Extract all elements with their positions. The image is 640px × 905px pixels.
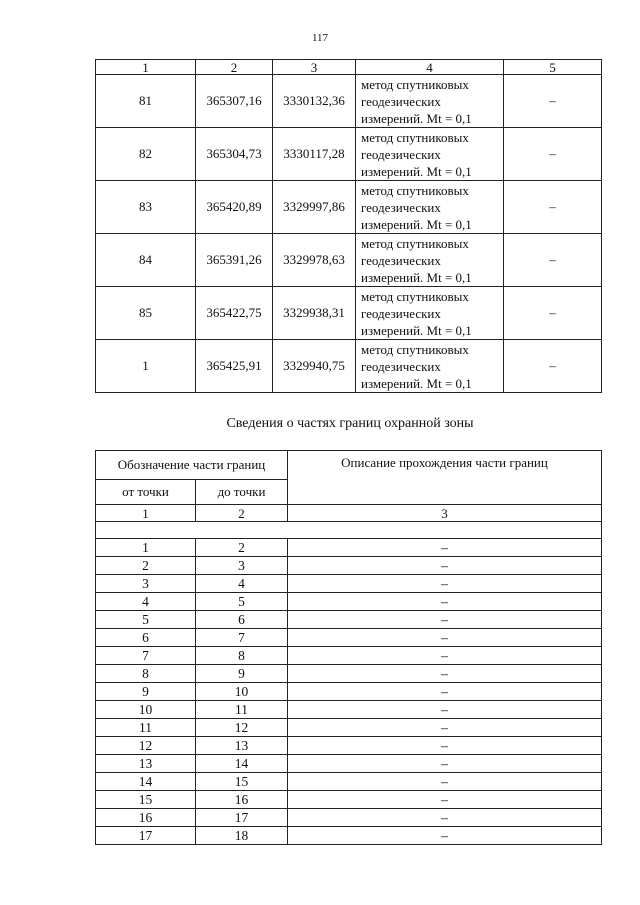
- boundary-part-row: [96, 737, 602, 755]
- method-cell: [356, 287, 504, 340]
- note-cell: –: [504, 75, 602, 128]
- coordinates-row: [96, 234, 602, 287]
- boundary-part-row: [96, 593, 602, 611]
- description-cell: –: [288, 557, 602, 575]
- y-coordinate-cell: 3329940,75: [273, 340, 356, 393]
- method-line: геодезических: [361, 199, 441, 215]
- boundary-parts-table: [95, 450, 602, 845]
- note-cell: –: [504, 181, 602, 234]
- to-point-cell: 14: [196, 755, 288, 773]
- description-cell: –: [288, 791, 602, 809]
- method-line: метод спутниковых: [361, 341, 469, 357]
- to-point-cell: 8: [196, 647, 288, 665]
- y-coordinate-cell: 3329978,63: [273, 234, 356, 287]
- method-cell: [356, 340, 504, 393]
- parts-column-number: 2: [196, 505, 288, 522]
- method-line: измерений. Mt = 0,1: [361, 375, 472, 391]
- section-title: Сведения о частях границ охранной зоны: [226, 416, 474, 431]
- point-cell: 82: [96, 128, 196, 181]
- to-point-cell: 16: [196, 791, 288, 809]
- boundary-parts-table-body: [96, 451, 602, 845]
- boundary-part-row: [96, 719, 602, 737]
- from-point-cell: 13: [96, 755, 196, 773]
- boundary-part-row: [96, 755, 602, 773]
- method-cell: [356, 128, 504, 181]
- coord-header-cell: 2: [196, 60, 273, 75]
- parts-header-to: до точки: [196, 480, 288, 505]
- to-point-cell: 11: [196, 701, 288, 719]
- description-cell: –: [288, 647, 602, 665]
- method-line: геодезических: [361, 252, 441, 268]
- description-cell: –: [288, 575, 602, 593]
- note-cell: –: [504, 234, 602, 287]
- coord-header-cell: 3: [273, 60, 356, 75]
- parts-column-number: 1: [96, 505, 196, 522]
- from-point-cell: 15: [96, 791, 196, 809]
- description-cell: –: [288, 611, 602, 629]
- to-point-cell: 17: [196, 809, 288, 827]
- to-point-cell: 3: [196, 557, 288, 575]
- boundary-part-row: [96, 809, 602, 827]
- x-coordinate-cell: 365422,75: [196, 287, 273, 340]
- parts-column-numbers-row: [96, 505, 602, 522]
- from-point-cell: 7: [96, 647, 196, 665]
- method-cell: [356, 234, 504, 287]
- description-cell: –: [288, 629, 602, 647]
- boundary-part-row: [96, 539, 602, 557]
- from-point-cell: 12: [96, 737, 196, 755]
- from-point-cell: 6: [96, 629, 196, 647]
- to-point-cell: 9: [196, 665, 288, 683]
- from-point-cell: 11: [96, 719, 196, 737]
- method-line: метод спутниковых: [361, 235, 469, 251]
- point-cell: 83: [96, 181, 196, 234]
- parts-header-group: Обозначение части границ: [96, 451, 288, 480]
- boundary-part-row: [96, 611, 602, 629]
- description-cell: –: [288, 827, 602, 845]
- from-point-cell: 1: [96, 539, 196, 557]
- description-cell: –: [288, 665, 602, 683]
- boundary-part-row: [96, 665, 602, 683]
- parts-column-number: 3: [288, 505, 602, 522]
- description-cell: –: [288, 593, 602, 611]
- parts-spacer-row: [96, 522, 602, 539]
- method-line: метод спутниковых: [361, 288, 469, 304]
- boundary-part-row: [96, 557, 602, 575]
- to-point-cell: 12: [196, 719, 288, 737]
- from-point-cell: 14: [96, 773, 196, 791]
- to-point-cell: 6: [196, 611, 288, 629]
- method-line: измерений. Mt = 0,1: [361, 110, 472, 126]
- boundary-part-row: [96, 791, 602, 809]
- to-point-cell: 2: [196, 539, 288, 557]
- x-coordinate-cell: 365307,16: [196, 75, 273, 128]
- point-cell: 81: [96, 75, 196, 128]
- coordinates-table-body: [96, 60, 602, 393]
- method-line: измерений. Mt = 0,1: [361, 216, 472, 232]
- from-point-cell: 10: [96, 701, 196, 719]
- coord-header-cell: 5: [504, 60, 602, 75]
- method-line: геодезических: [361, 358, 441, 374]
- method-line: геодезических: [361, 146, 441, 162]
- x-coordinate-cell: 365420,89: [196, 181, 273, 234]
- from-point-cell: 17: [96, 827, 196, 845]
- note-cell: –: [504, 128, 602, 181]
- coordinates-table: [95, 59, 602, 393]
- from-point-cell: 16: [96, 809, 196, 827]
- from-point-cell: 3: [96, 575, 196, 593]
- from-point-cell: 4: [96, 593, 196, 611]
- to-point-cell: 5: [196, 593, 288, 611]
- to-point-cell: 15: [196, 773, 288, 791]
- method-line: метод спутниковых: [361, 182, 469, 198]
- coordinates-row: [96, 128, 602, 181]
- to-point-cell: 13: [196, 737, 288, 755]
- boundary-part-row: [96, 647, 602, 665]
- from-point-cell: 5: [96, 611, 196, 629]
- coordinates-row: [96, 181, 602, 234]
- boundary-part-row: [96, 773, 602, 791]
- description-cell: –: [288, 719, 602, 737]
- method-line: геодезических: [361, 93, 441, 109]
- coordinates-row: [96, 340, 602, 393]
- method-line: измерений. Mt = 0,1: [361, 322, 472, 338]
- description-cell: –: [288, 773, 602, 791]
- description-cell: –: [288, 683, 602, 701]
- y-coordinate-cell: 3329997,86: [273, 181, 356, 234]
- description-cell: –: [288, 539, 602, 557]
- description-cell: –: [288, 701, 602, 719]
- boundary-part-row: [96, 701, 602, 719]
- to-point-cell: 18: [196, 827, 288, 845]
- y-coordinate-cell: 3329938,31: [273, 287, 356, 340]
- boundary-part-row: [96, 683, 602, 701]
- to-point-cell: 4: [196, 575, 288, 593]
- from-point-cell: 8: [96, 665, 196, 683]
- boundary-part-row: [96, 629, 602, 647]
- from-point-cell: 2: [96, 557, 196, 575]
- method-cell: [356, 181, 504, 234]
- method-line: измерений. Mt = 0,1: [361, 269, 472, 285]
- coordinates-row: [96, 287, 602, 340]
- method-line: метод спутниковых: [361, 76, 469, 92]
- to-point-cell: 10: [196, 683, 288, 701]
- method-line: геодезических: [361, 305, 441, 321]
- description-cell: –: [288, 755, 602, 773]
- note-cell: –: [504, 287, 602, 340]
- x-coordinate-cell: 365304,73: [196, 128, 273, 181]
- coordinates-header-row: [96, 60, 602, 75]
- point-cell: 85: [96, 287, 196, 340]
- parts-header-from: от точки: [96, 480, 196, 505]
- to-point-cell: 7: [196, 629, 288, 647]
- y-coordinate-cell: 3330132,36: [273, 75, 356, 128]
- note-cell: –: [504, 340, 602, 393]
- point-cell: 84: [96, 234, 196, 287]
- boundary-part-row: [96, 827, 602, 845]
- method-cell: [356, 75, 504, 128]
- x-coordinate-cell: 365425,91: [196, 340, 273, 393]
- y-coordinate-cell: 3330117,28: [273, 128, 356, 181]
- description-cell: –: [288, 737, 602, 755]
- page-number: 117: [311, 32, 329, 44]
- x-coordinate-cell: 365391,26: [196, 234, 273, 287]
- coordinates-row: [96, 75, 602, 128]
- coord-header-cell: 1: [96, 60, 196, 75]
- method-line: измерений. Mt = 0,1: [361, 163, 472, 179]
- parts-header-description: Описание прохождения части границ: [288, 451, 602, 505]
- from-point-cell: 9: [96, 683, 196, 701]
- parts-spacer-cell: [96, 522, 602, 539]
- method-line: метод спутниковых: [361, 129, 469, 145]
- boundary-part-row: [96, 575, 602, 593]
- description-cell: –: [288, 809, 602, 827]
- coord-header-cell: 4: [356, 60, 504, 75]
- parts-header-row: [96, 451, 602, 480]
- point-cell: 1: [96, 340, 196, 393]
